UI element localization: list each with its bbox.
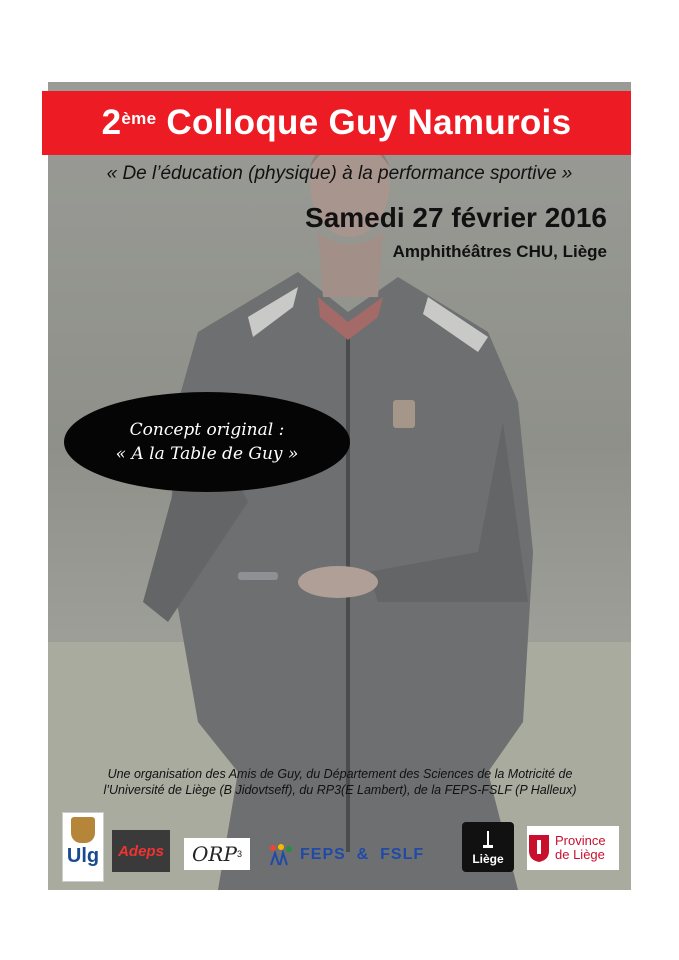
ulg-logo — [62, 812, 104, 882]
orp-label: ORP — [192, 842, 237, 866]
title-superscript: ème — [121, 109, 157, 128]
adeps-logo — [112, 830, 170, 872]
liege-label: Liège — [472, 852, 504, 866]
province-line2: de Liège — [555, 847, 605, 862]
feps-label: FEPS & FSLF — [300, 846, 425, 863]
title-main: Colloque Guy Namurois — [166, 103, 572, 142]
concept-ellipse — [64, 392, 350, 492]
subtitle: « De l’éducation (physique) à la performance sportive » — [106, 163, 573, 184]
concept-line1: Concept original : — [129, 420, 285, 440]
ulg-crest-icon — [71, 817, 95, 843]
organisation-text — [60, 766, 620, 798]
adeps-label: Adeps — [118, 842, 164, 860]
orp-superscript: 3 — [236, 849, 242, 859]
orp-logo — [184, 838, 250, 870]
liege-perron-icon — [480, 831, 496, 849]
province-liege-logo — [527, 826, 619, 870]
organisation-line1: Une organisation des Amis de Guy, du Département des Sciences de la Motricité de — [107, 767, 573, 781]
organisation-line2: l’Université de Liège (B Jidovtseff), du RP3(E Lambert), de la FEPS-FSLF (P Halleux) — [103, 783, 577, 797]
event-date: Samedi 27 février 2016 — [305, 202, 607, 233]
title-prefix: 2 — [101, 103, 122, 142]
province-emblem-icon — [527, 833, 551, 863]
concept-line2: « A la Table de Guy » — [115, 444, 299, 464]
feps-runners-icon — [268, 843, 294, 867]
province-line1: Province — [555, 833, 606, 848]
feps-fslf-logo — [268, 840, 436, 870]
province-text — [555, 834, 606, 862]
liege-city-logo — [462, 822, 514, 872]
event-venue: Amphithéâtres CHU, Liège — [392, 242, 607, 261]
ulg-label: Ulg — [66, 845, 100, 867]
title-banner — [42, 91, 631, 155]
